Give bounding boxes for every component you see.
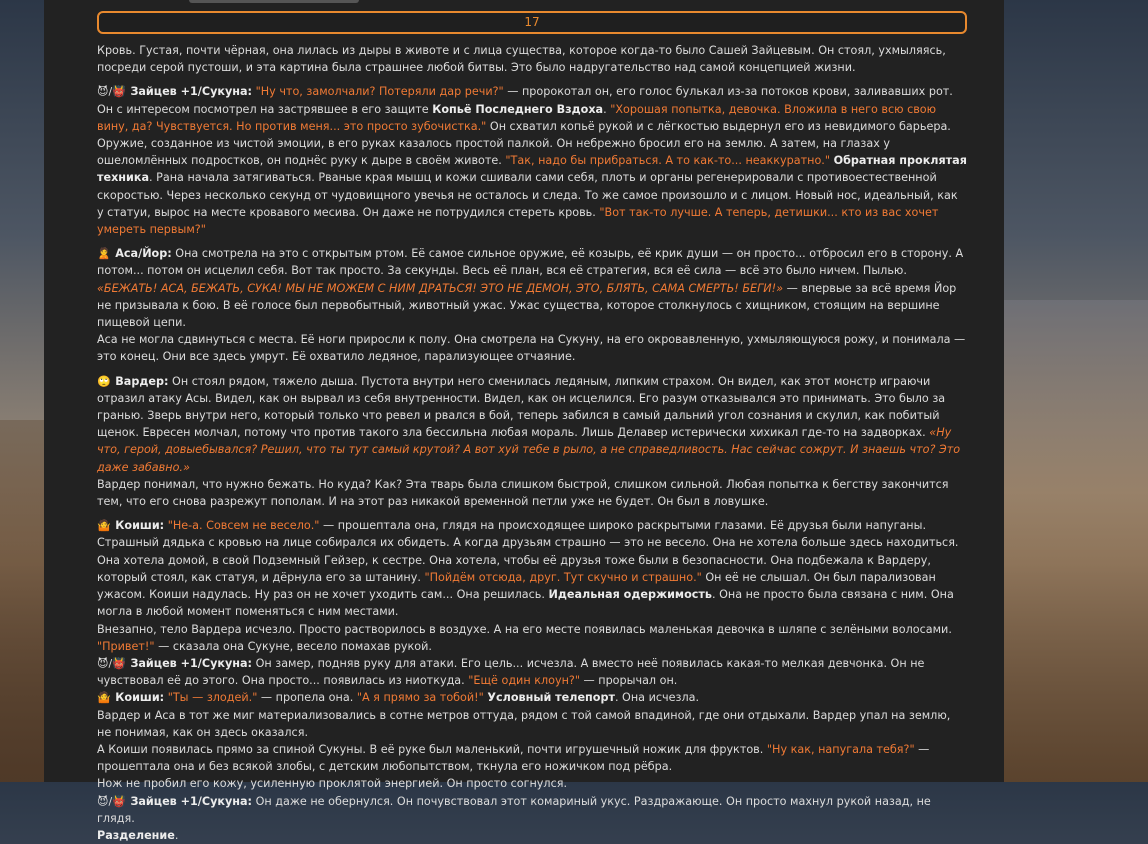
speaker-name: Зайцев +1/Сукуна: bbox=[130, 794, 253, 808]
speaker-name: Коиши: bbox=[115, 691, 165, 705]
narration: — сказала она Сукуне, весело помахав рукой. bbox=[154, 639, 432, 653]
inner-voice-quote: «Ну что, герой, довыебывался? Решил, что ты тут самый крутой? А вот хуй тебе в рыло, а не справедливость. Нас сейчас сожрут. И знаешь что? Это даже забавно.» bbox=[97, 426, 961, 474]
narration: . Она не просто была связана с ним. Она могла в любой момент поменяться с ним местами. bbox=[97, 588, 954, 619]
paragraph-text: Кровь. Густая, почти чёрная, она лилась из дыры в животе и с лица существа, которое когда-то было Сашей Зайцевым. Он стоял, ухмыляясь, посреди серой пустоши, и эта картина была страшнее любой битвы. Это было надругательство над самой концепцией жизни. bbox=[97, 44, 946, 75]
zaitsev-sukuna-icon: 😈/👹 bbox=[97, 656, 126, 670]
technique-name: Идеальная одержимость bbox=[548, 588, 712, 602]
narration: Он её не слышал. Он был парализован ужасом. Коиши надулась. Ну раз он не хочет уходить сам... Она решилась. bbox=[97, 570, 936, 602]
dialogue-paragraph-asa bbox=[97, 245, 967, 365]
story-text bbox=[97, 42, 967, 844]
quote: "Не-а. Совсем не весело." bbox=[167, 519, 320, 533]
narration: Он даже не обернулся. Он почувствовал этот комариный укус. Раздражающе. Он просто махнул рукой назад, не глядя. bbox=[97, 794, 931, 825]
quote: "Пойдём отсюда, друг. Тут скучно и страшно." bbox=[424, 570, 702, 584]
quote: "Ну как, напугала тебя?" bbox=[766, 742, 915, 756]
background-rocks-right bbox=[1003, 300, 1148, 782]
technique-name: Разделение bbox=[97, 828, 175, 842]
varder-icon: 🙄 bbox=[97, 374, 111, 388]
background-rocks-left bbox=[0, 420, 44, 782]
inner-voice-quote: «БЕЖАТЬ! АСА, БЕЖАТЬ, СУКА! МЫ НЕ МОЖЕМ С НИМ ДРАТЬСЯ! ЭТО НЕ ДЕМОН, ЭТО, БЛЯТЬ, САМА СМЕРТЬ! БЕГИ!» bbox=[97, 281, 784, 295]
page-number: 17 bbox=[524, 15, 540, 29]
koishi-icon: 🤷 bbox=[97, 691, 111, 705]
narration: — прошептала она и без всякой злобы, с детским любопытством, ткнула его ножичком под рёбра. bbox=[97, 742, 930, 774]
technique-name: Копьё Последнего Вздоха bbox=[432, 102, 604, 116]
technique-name: Условный телепорт bbox=[487, 691, 615, 705]
speaker-name: Зайцев +1/Сукуна: bbox=[130, 85, 253, 99]
narration: Вардер понимал, что нужно бежать. Но куда? Как? Эта тварь была слишком быстрой, слишком сильной. Любая попытка к бегству закончится тем, что его снова разрежут пополам. И на этот раз никакой временной петли уже не будет. Он был в ловушке. bbox=[97, 477, 949, 509]
dialogue-paragraph-zaitsev-3 bbox=[97, 793, 967, 844]
dialogue-paragraph-koishi bbox=[97, 517, 967, 655]
narration: . Рана начала затягиваться. Рваные края мышц и кожи сшивали сами себя, плоть и органы регенерировали с противоестественной скоростью. Через несколько секунд от чудовищного увечья не осталось и следа. То же самое произошло и с лицом. Новый нос, идеальный, как у статуи, вырос на месте кровавого месива. Он даже не потрудился стереть кровь. bbox=[97, 171, 958, 219]
quote: "Привет!" bbox=[97, 639, 155, 653]
quote: "Так, надо бы прибраться. А то как-то... неаккуратно." bbox=[505, 154, 830, 168]
asa-yor-icon: 🙎 bbox=[97, 247, 111, 261]
zaitsev-sukuna-icon: 😈/👹 bbox=[97, 794, 126, 808]
narration: Он стоял рядом, тяжело дыша. Пустота внутри него сменилась ледяным, липким страхом. Он видел, как этот монстр играючи отразил атаку Асы. Видел, как он вырвал из себя внутренности. Видел, как он исцелился. Его разум отказывался это принимать. Это было за гранью. Зверь внутри него, который только что ревел и рвался в бой, теперь забился в самый дальний угол сознания и скулил, как побитый щенок. Евресен молчал, потому что против такого зла бессильна любая мораль. Лишь Делавер истерически хихикал где-то на задворках. bbox=[97, 374, 946, 440]
dialogue-paragraph-varder bbox=[97, 373, 967, 511]
page-number-box[interactable] bbox=[97, 11, 967, 34]
quote: "Вот так-то лучше. А теперь, детишки... кто из вас хочет умереть первым?" bbox=[97, 205, 939, 237]
narration: Внезапно, тело Вардера исчезло. Просто растворилось в воздухе. А на его месте появилась маленькая девочка в шляпе с зелёными волосами. bbox=[97, 622, 952, 636]
narration: Нож не пробил его кожу, усиленную проклятой энергией. Он просто согнулся. bbox=[97, 777, 568, 791]
narration: . Она исчезла. bbox=[614, 691, 700, 705]
narration: — впервые за всё время Йор не призывала к бою. В её голосе был первобытный, животный ужас. Ужас существа, которое столкнулось с хищником, стоящим на вершине пищевой цепи. bbox=[97, 281, 957, 330]
narration: — прорычал он. bbox=[579, 674, 678, 688]
narration: — пропела она. bbox=[257, 691, 357, 705]
speaker-name: Аса/Йор: bbox=[115, 247, 172, 261]
speaker-name: Зайцев +1/Сукуна: bbox=[130, 656, 253, 670]
dialogue-paragraph-koishi-2 bbox=[97, 689, 967, 792]
quote: "Ну что, замолчали? Потеряли дар речи?" bbox=[255, 85, 504, 99]
quote: "А я прямо за тобой!" bbox=[356, 691, 484, 705]
narration: Он замер, подняв руку для атаки. Его цель... исчезла. А вместо неё появилась какая-то мелкая девчонка. Он не чувствовал её до этого. Она просто... появилась из ниоткуда. bbox=[97, 656, 925, 688]
narration: . bbox=[603, 102, 611, 116]
zaitsev-sukuna-icon: 😈/👹 bbox=[97, 85, 126, 99]
scrollbar-stub[interactable] bbox=[189, 0, 359, 3]
narration: Она смотрела на это с открытым ртом. Её самое сильное оружие, её козырь, её крик души — он просто... отбросил его в сторону. А потом... потом он исцелил себя. Вот так просто. За секунды. Весь её план, вся её стратегия, вся её сила — всё это было ничем. Пылью. bbox=[97, 247, 964, 278]
narration: А Коиши появилась прямо за спиной Сукуны. В её руке был маленький, почти игрушечный ножик для фруктов. bbox=[97, 742, 767, 756]
narration: . bbox=[174, 828, 179, 842]
koishi-icon: 🤷 bbox=[97, 519, 111, 533]
narration: — пророкотал он, его голос булькал из-за потоков крови, заливавших рот. Он с интересом посмотрел на застрявшее в его защите bbox=[97, 85, 953, 116]
narration: Аса не могла сдвинуться с места. Её ноги приросли к полу. Она смотрела на Сукуну, на его окровавленную, ухмыляющуюся рожу, и понимала — это конец. Они все здесь умрут. Её охватило ледяное, парализующее отчаяние. bbox=[97, 333, 966, 364]
dialogue-paragraph-zaitsev bbox=[97, 83, 967, 238]
narration: Он схватил копьё рукой и с лёгкостью выдернул его из невидимого барьера. Оружие, созданное из чистой эмоции, в его руках казалось простой палкой. Он небрежно бросил его на землю. А затем, на глазах у ошеломлённых подростков, он поднёс руку к дыре в своём животе. bbox=[97, 119, 951, 168]
technique-name: Обратная проклятая техника bbox=[97, 154, 967, 185]
story-panel bbox=[44, 0, 1004, 842]
narration: — прошептала она, глядя на происходящее широко раскрытыми глазами. Её друзья были напуганы. Страшный дядька с кровью на лице собирался их обидеть. А когда друзьям страшно — это не весело. Она не хотела больше здесь находиться. Она хотела домой, в свой Подземный Гейзер, к сестре. Она хотела, чтобы её друзья тоже были в безопасности. Она подбежала к Вардеру, который стоял, как статуя, и дёрнула его за штанину. bbox=[97, 519, 959, 584]
quote: "Хорошая попытка, девочка. Вложила в него всю свою вину, да? Чувствуется. Но против меня... это просто зубочистка." bbox=[97, 102, 937, 133]
quote: "Ещё один клоун?" bbox=[468, 674, 580, 688]
speaker-name: Вардер: bbox=[115, 374, 169, 388]
narration-paragraph bbox=[97, 42, 967, 76]
quote: "Ты — злодей." bbox=[167, 691, 258, 705]
dialogue-paragraph-zaitsev-2 bbox=[97, 655, 967, 689]
narration: Вардер и Аса в тот же миг материализовались в сотне метров оттуда, рядом с той самой впадиной, где они отдыхали. Вардер упал на землю, не понимая, как он здесь оказался. bbox=[97, 708, 951, 739]
speaker-name: Коиши: bbox=[115, 519, 165, 533]
